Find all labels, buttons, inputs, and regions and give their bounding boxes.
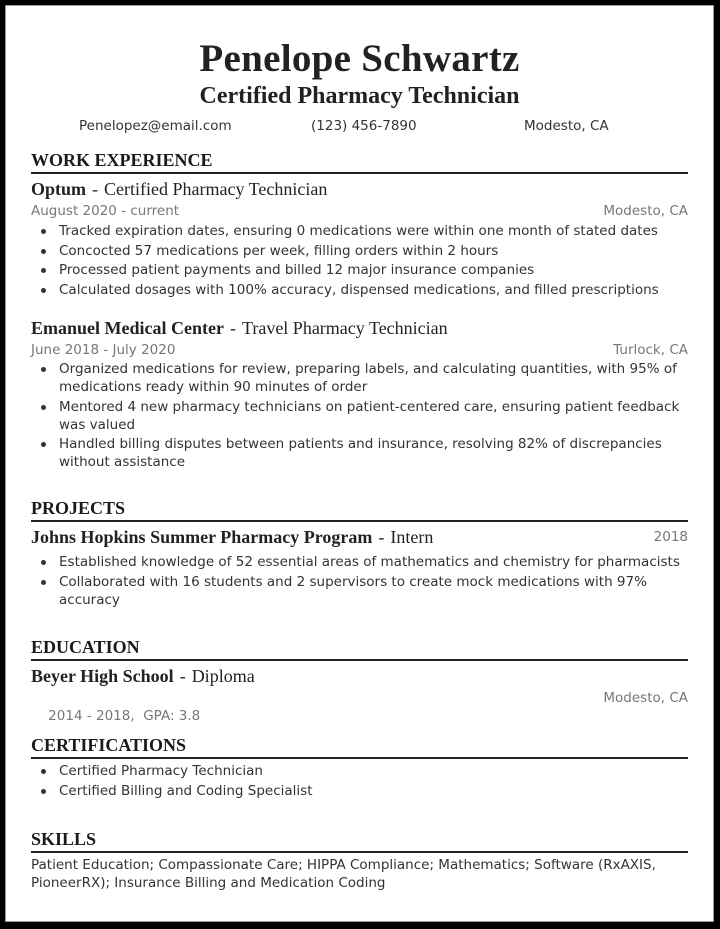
job-dates: June 2018 - July 2020 <box>31 342 176 358</box>
job-role: Travel Pharmacy Technician <box>241 318 448 338</box>
job-company: Optum <box>31 179 87 199</box>
education-school: Beyer High School <box>31 666 174 686</box>
education-separator: - <box>179 666 186 686</box>
job-separator: - <box>229 318 236 338</box>
section-heading-education: EDUCATION <box>31 636 688 661</box>
education-details: 2014 - 2018, GPA: 3.8 <box>48 708 201 724</box>
section-heading-skills: SKILLS <box>31 828 688 853</box>
job-header <box>31 317 688 339</box>
section-heading-certifications: CERTIFICATIONS <box>31 734 688 759</box>
job-header <box>31 178 688 200</box>
list-item: Concocted 57 medications per week, filling orders within 2 hours <box>59 242 683 260</box>
job-bullets <box>31 360 683 473</box>
skills-text: Patient Education; Compassionate Care; HIPPA Compliance; Mathematics; Software (RxAXIS, PioneerRX); Insurance Billing and Medication Coding <box>31 857 656 891</box>
list-item: Certified Billing and Coding Specialist <box>59 782 683 800</box>
resume-page <box>5 5 714 922</box>
list-item: Mentored 4 new pharmacy technicians on patient-centered care, ensuring patient feedback was valued <box>59 398 683 434</box>
list-item: Established knowledge of 52 essential areas of mathematics and chemistry for pharmacists <box>59 553 683 571</box>
list-item: Certified Pharmacy Technician <box>59 762 683 780</box>
job-dates: August 2020 - current <box>31 203 180 219</box>
section-heading-projects: PROJECTS <box>31 497 688 522</box>
education-degree: Diploma <box>191 666 255 686</box>
list-item: Collaborated with 16 students and 2 supervisors to create mock medications with 97% accuracy <box>59 573 683 609</box>
project-separator: - <box>378 527 385 547</box>
project-bullets <box>31 553 683 610</box>
job-location: Modesto, CA <box>603 203 688 219</box>
list-item: Processed patient payments and billed 12 major insurance companies <box>59 261 683 279</box>
section-heading-work: WORK EXPERIENCE <box>31 149 688 174</box>
job-company: Emanuel Medical Center <box>31 318 224 338</box>
contact-email[interactable]: Penelopez@email.com <box>79 118 232 134</box>
job-bullets <box>31 222 683 300</box>
job-location: Turlock, CA <box>613 342 688 358</box>
project-header <box>31 526 688 548</box>
project-role: Intern <box>390 527 434 547</box>
job-meta <box>31 202 688 220</box>
job-separator: - <box>92 179 99 199</box>
job-role: Certified Pharmacy Technician <box>104 179 328 199</box>
education-header <box>31 665 688 687</box>
list-item: Calculated dosages with 100% accuracy, dispensed medications, and filled prescriptions <box>59 281 683 299</box>
project-year: 2018 <box>653 529 688 545</box>
candidate-name: Penelope Schwartz <box>199 37 520 80</box>
list-item: Tracked expiration dates, ensuring 0 medications were within one month of stated dates <box>59 222 683 240</box>
education-location: Modesto, CA <box>603 690 688 706</box>
certifications-list <box>31 762 683 801</box>
project-name: Johns Hopkins Summer Pharmacy Program <box>31 527 373 547</box>
contact-phone[interactable]: (123) 456-7890 <box>311 118 417 134</box>
list-item: Organized medications for review, preparing labels, and calculating quantities, with 95% of medications ready within 90 minutes of order <box>59 360 683 396</box>
job-meta <box>31 341 688 359</box>
contact-location: Modesto, CA <box>524 118 609 134</box>
list-item: Handled billing disputes between patients and insurance, resolving 82% of discrepancies without assistance <box>59 435 683 471</box>
candidate-title: Certified Pharmacy Technician <box>199 83 520 109</box>
